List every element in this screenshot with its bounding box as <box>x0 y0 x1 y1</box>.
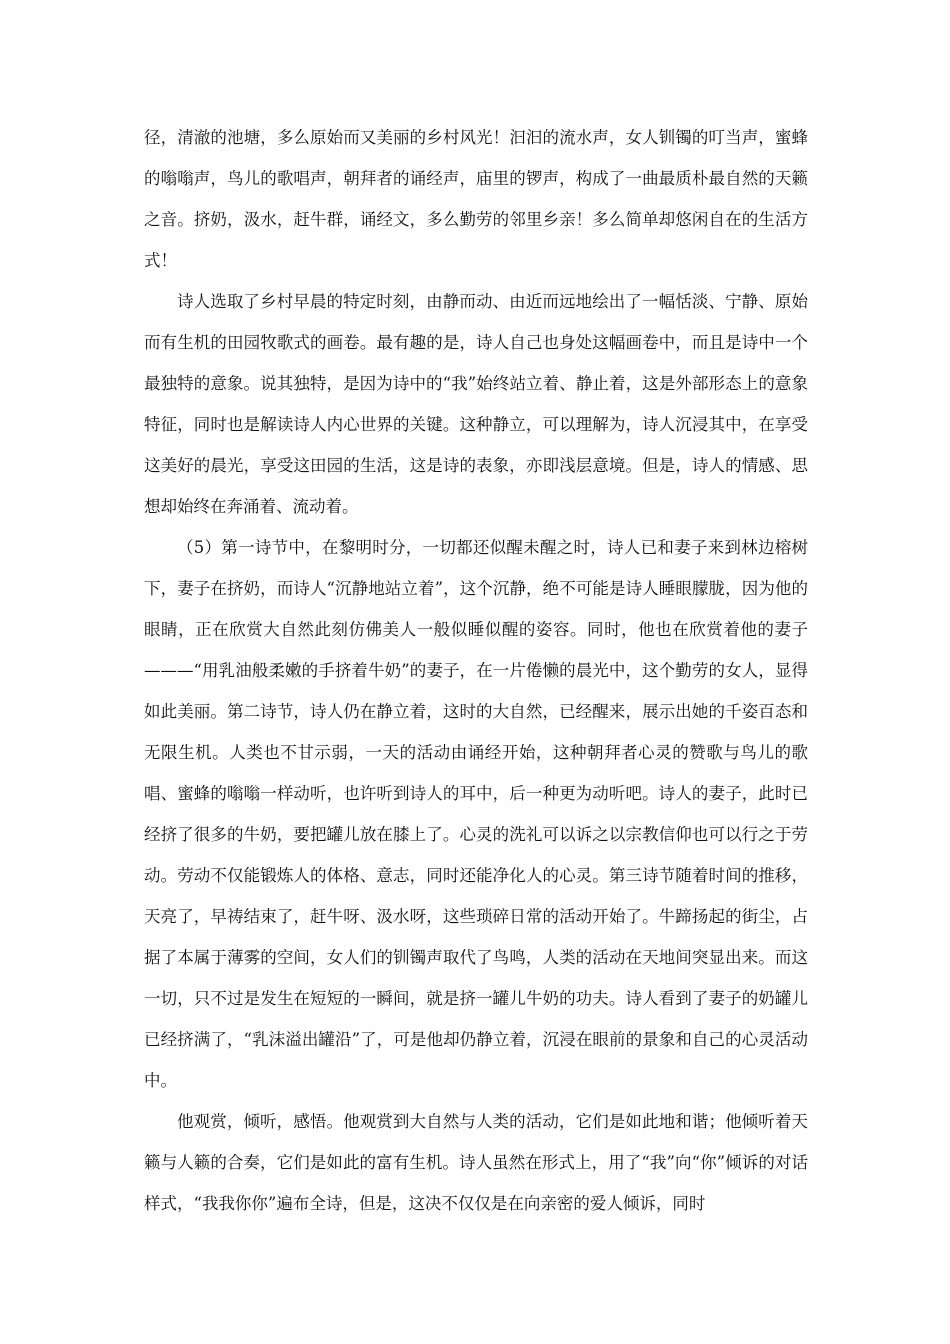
paragraph-observation: 他观赏，倾听，感悟。他观赏到大自然与人类的活动，它们是如此地和谐；他倾听着天籁与人籁的合奏，它们是如此的富有生机。诗人虽然在形式上，用了“我”向“你”倾诉的对话样式，“我我你你”遍布全诗，但是，这决不仅仅是在向亲密的爱人倾诉，同时 <box>144 1112 808 1213</box>
document-page <box>144 117 808 1224</box>
paragraph-continued: 径，清澈的池塘，多么原始而又美丽的乡村风光！汩汩的流水声，女人钏镯的叮当声，蜜蜂的嗡嗡声，鸟儿的歌唱声，朝拜者的诵经声，庙里的锣声，构成了一曲最质朴最自然的天籁之音。挤奶，汲水，赶牛群，诵经文，多么勤劳的邻里乡亲！多么简单却悠闲自在的生活方式！ <box>144 128 808 270</box>
paragraph-section-5: （5）第一诗节中，在黎明时分，一切都还似醒未醒之时，诗人已和妻子来到林边榕树下，妻子在挤奶，而诗人“沉静地站立着”，这个沉静，绝不可能是诗人睡眼朦胧，因为他的眼睛，正在欣赏大自然此刻仿佛美人一般似睡似醒的姿容。同时，他也在欣赏着他的妻子———“用乳油般柔嫩的手挤着牛奶”的妻子，在一片倦懒的晨光中，这个勤劳的女人，显得如此美丽。第二诗节，诗人仍在静立着，这时的大自然，已经醒来，展示出她的千姿百态和无限生机。人类也不甘示弱，一天的活动由诵经开始，这种朝拜者心灵的赞歌与鸟儿的歌唱、蜜蜂的嗡嗡一样动听，也许听到诗人的耳中，后一种更为动听吧。诗人的妻子，此时已经挤了很多的牛奶，要把罐儿放在膝上了。心灵的洗礼可以诉之以宗教信仰也可以行之于劳动。劳动不仅能锻炼人的体格、意志，同时还能净化人的心灵。第三诗节随着时间的推移，天亮了，早祷结束了，赶牛呀、汲水呀，这些琐碎日常的活动开始了。牛蹄扬起的街尘，占据了本属于薄雾的空间，女人们的钏镯声取代了鸟鸣，人类的活动在天地间突显出来。而这一切，只不过是发生在短短的一瞬间，就是挤一罐儿牛奶的功夫。诗人看到了妻子的奶罐儿已经挤满了，“乳沫溢出罐沿”了，可是他却仍静立着，沉浸在眼前的景象和自己的心灵活动中。 <box>144 538 808 1090</box>
paragraph-analysis: 诗人选取了乡村早晨的特定时刻，由静而动、由近而远地绘出了一幅恬淡、宁静、原始而有生机的田园牧歌式的画卷。最有趣的是，诗人自己也身处这幅画卷中，而且是诗中一个最独特的意象。说其独特，是因为诗中的“我”始终站立着、静止着，这是外部形态上的意象特征，同时也是解读诗人内心世界的关键。这种静立，可以理解为，诗人沉浸其中，在享受这美好的晨光，享受这田园的生活，这是诗的表象，亦即浅层意境。但是，诗人的情感、思想却始终在奔涌着、流动着。 <box>144 292 808 516</box>
